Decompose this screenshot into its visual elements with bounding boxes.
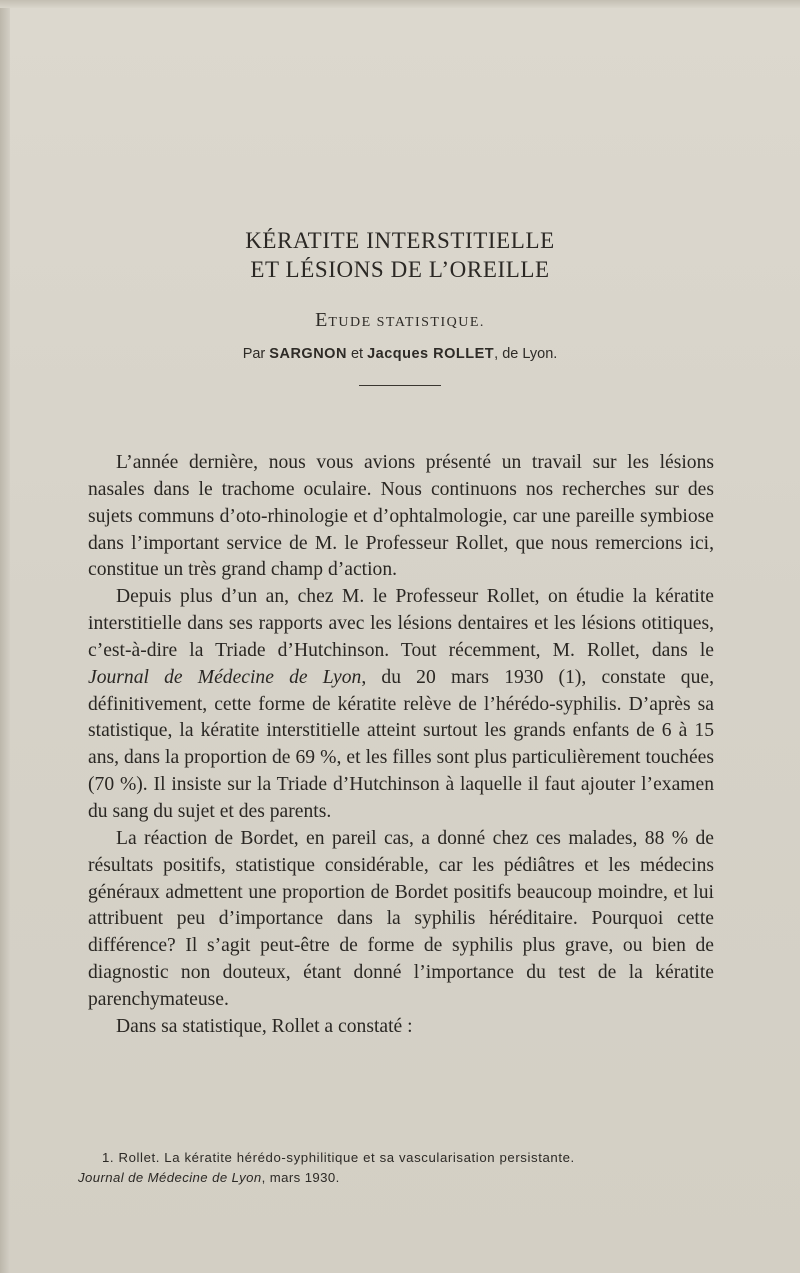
subtitle-rest: TUDE STATISTIQUE. (328, 315, 485, 330)
footnote (78, 1148, 722, 1188)
article-subtitle (0, 309, 800, 332)
footnote-date: mars 1930. (269, 1170, 340, 1185)
author-1: SARGNON (269, 346, 347, 362)
paragraph-4: Dans sa statistique, Rollet a constaté : (116, 1015, 413, 1037)
paragraph-2-end: , du 20 mars 1930 (1), constate que, définitivement, cette forme de kératite relève de l’hérédo-syphilis. D’après sa statistique, la kératite interstitielle atteint surtout les grands enfants de 6 à 15 ans, dans la proportion de 69 %, et les filles sont plus particulièrement touchées (70 %). Il insiste sur la Triade d’Hutchinson à laquelle il faut ajouter l’examen du sang du sujet et des parents. (88, 666, 714, 822)
article-body (88, 450, 714, 1041)
title-separator-rule (359, 385, 441, 386)
byline-suffix: , de Lyon. (494, 346, 558, 362)
footnote-separator: , (261, 1170, 270, 1185)
article-title-line-2: ET LÉSIONS DE L’OREILLE (250, 257, 550, 282)
footnote-line-1: 1. Rollet. La kératite hérédo-syphilitique et sa vascularisation persistante. (102, 1150, 575, 1165)
author-2: Jacques ROLLET (367, 346, 495, 362)
page-top-edge (0, 0, 800, 8)
paragraph-3: La réaction de Bordet, en pareil cas, a donné chez ces malades, 88 % de résultats positifs, statistique considérable, car les pédiâtres et les médecins généraux admettent une proportion de Bordet positifs beaucoup moindre, et lui attribuent peu d’importance dans la syphilis héréditaire. Pourquoi cette différence? Il s’agit peut-être de forme de syphilis plus grave, ou bien de diagnostic non douteux, étant donné l’importance du test de la kératite parenchymateuse. (88, 827, 714, 1010)
footnote-line-2 (78, 1168, 722, 1188)
journal-title: Journal de Médecine de Lyon (88, 666, 362, 688)
paragraph-1: L’année dernière, nous vous avions présenté un travail sur les lésions nasales dans le trachome oculaire. Nous continuons nos recherches sur des sujets communs d’oto-rhinologie et d’ophtalmologie, car une pareille symbiose dans l’important service de M. le Professeur Rollet, que nous remercions ici, constitue un très grand champ d’action. (88, 452, 714, 581)
byline (0, 346, 800, 362)
article-title-line-1: KÉRATITE INTERSTITIELLE (245, 228, 555, 253)
footnote-journal: Journal de Médecine de Lyon (78, 1170, 262, 1185)
paragraph-2-start: Depuis plus d’un an, chez M. le Professeur Rollet, on étudie la kératite interstitielle dans ses rapports avec les lésions dentaires et les lésions otitiques, c’est-à-dire la Triade d’Hutchinson. Tout récemment, M. Rollet, dans le (88, 586, 714, 661)
subtitle-initial: E (315, 309, 329, 331)
byline-prefix: Par (242, 346, 266, 362)
page-left-edge (0, 0, 10, 1273)
paragraph-2 (88, 584, 714, 826)
byline-conjunction: et (350, 346, 364, 362)
